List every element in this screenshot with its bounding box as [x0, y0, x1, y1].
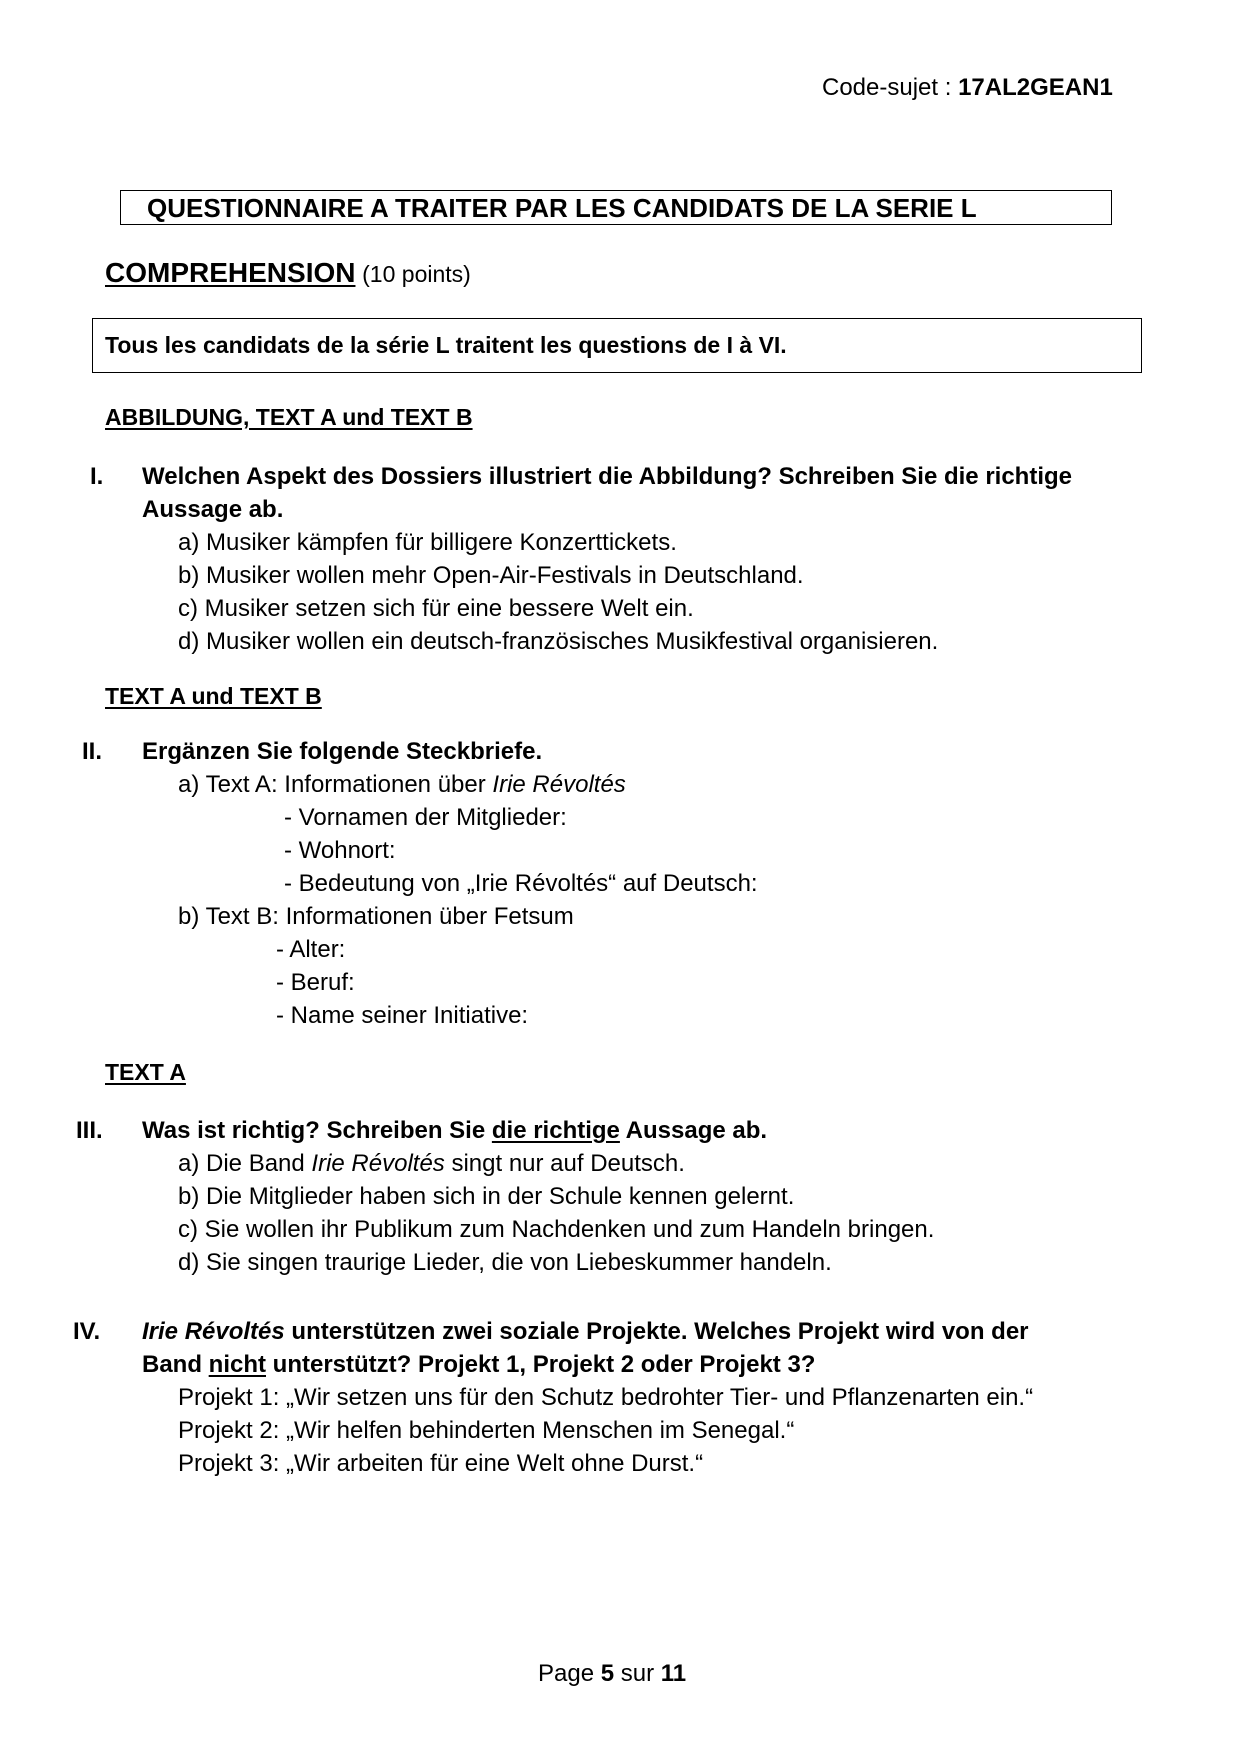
- q3-option-a: [178, 1147, 685, 1180]
- q3-option-a-band: Irie Révoltés: [311, 1150, 445, 1177]
- q1-prompt-line1: Welchen Aspekt des Dossiers illustriert die Abbildung? Schreiben Sie die richtige: [142, 463, 1072, 490]
- q4-number: IV.: [73, 1318, 101, 1345]
- q3-option-a-post: singt nur auf Deutsch.: [444, 1150, 685, 1177]
- page-footer: [538, 1660, 686, 1688]
- q3-option-d: d) Sie singen traurige Lieder, die von Liebeskummer handeln.: [178, 1249, 832, 1276]
- notice-text: Tous les candidats de la série L traitent les questions de I à VI.: [105, 332, 787, 358]
- q4-project-2: Projekt 2: „Wir helfen behinderten Menschen im Senegal.“: [178, 1417, 795, 1444]
- code-sujet: [822, 74, 1113, 102]
- q4-project-3: Projekt 3: „Wir arbeiten für eine Welt ohne Durst.“: [178, 1450, 704, 1477]
- q4-prompt-line1: [142, 1315, 1029, 1348]
- q2-prompt: Ergänzen Sie folgende Steckbriefe.: [142, 738, 543, 765]
- q4-line1-post: unterstützen zwei soziale Projekte. Welches Projekt wird von der: [284, 1318, 1029, 1345]
- q2-a-band: Irie Révoltés: [492, 771, 626, 798]
- section-heading-2: TEXT A und TEXT B: [105, 683, 322, 709]
- q2-a-item-2: - Wohnort:: [284, 837, 396, 864]
- comprehension-heading: [105, 257, 471, 289]
- q3-prompt-pre: Was ist richtig? Schreiben Sie: [142, 1117, 492, 1144]
- q3-option-c: c) Sie wollen ihr Publikum zum Nachdenken und zum Handeln bringen.: [178, 1216, 935, 1243]
- title-box: [120, 190, 1112, 225]
- footer-page-number: 5: [600, 1660, 615, 1687]
- footer-sur: sur: [614, 1660, 661, 1687]
- q4-line2-post: unterstützt? Projekt 1, Projekt 2 oder Projekt 3?: [266, 1351, 816, 1378]
- q2-b-item-1: - Alter:: [276, 936, 346, 963]
- page-title: QUESTIONNAIRE A TRAITER PAR LES CANDIDATS DE LA SERIE L: [147, 193, 977, 223]
- q1-option-d: d) Musiker wollen ein deutsch-französisches Musikfestival organisieren.: [178, 628, 939, 655]
- code-label: Code-sujet :: [822, 74, 952, 101]
- section-heading-3: TEXT A: [105, 1059, 186, 1085]
- footer-page-total: 11: [660, 1660, 687, 1687]
- q3-prompt-underlined: die richtige: [491, 1117, 620, 1144]
- notice-box: [92, 318, 1142, 373]
- q4-band: Irie Révoltés: [142, 1318, 285, 1345]
- comprehension-points: (10 points): [362, 261, 471, 287]
- q2-a-label: [178, 768, 626, 801]
- footer-page-label: Page: [538, 1660, 601, 1687]
- q4-line2-underlined: nicht: [208, 1351, 266, 1378]
- q4-project-1: Projekt 1: „Wir setzen uns für den Schutz bedrohter Tier- und Pflanzenarten ein.“: [178, 1384, 1034, 1411]
- q2-b-item-2: - Beruf:: [276, 969, 355, 996]
- q3-option-b: b) Die Mitglieder haben sich in der Schule kennen gelernt.: [178, 1183, 795, 1210]
- q4-line2-pre: Band: [142, 1351, 209, 1378]
- q2-a-item-3: - Bedeutung von „Irie Révoltés“ auf Deutsch:: [284, 870, 758, 897]
- q2-a-label-text: a) Text A: Informationen über: [178, 771, 493, 798]
- q1-option-b: b) Musiker wollen mehr Open-Air-Festivals in Deutschland.: [178, 562, 804, 589]
- q2-number: II.: [82, 738, 103, 765]
- q1-option-a: a) Musiker kämpfen für billigere Konzerttickets.: [178, 529, 677, 556]
- q2-a-item-1: - Vornamen der Mitglieder:: [284, 804, 567, 831]
- q3-prompt-post: Aussage ab.: [619, 1117, 768, 1144]
- q1-prompt-line2: Aussage ab.: [142, 496, 284, 523]
- section-heading-1: ABBILDUNG, TEXT A und TEXT B: [105, 404, 473, 430]
- q3-option-a-pre: a) Die Band: [178, 1150, 312, 1177]
- q2-b-item-3: - Name seiner Initiative:: [276, 1002, 529, 1029]
- q3-number: III.: [76, 1117, 103, 1144]
- q4-prompt-line2: [142, 1348, 815, 1381]
- q1-option-c: c) Musiker setzen sich für eine bessere Welt ein.: [178, 595, 694, 622]
- code-value: 17AL2GEAN1: [958, 74, 1113, 101]
- q1-number: I.: [90, 463, 104, 490]
- q2-b-label: b) Text B: Informationen über Fetsum: [178, 903, 574, 930]
- q3-prompt: [142, 1114, 767, 1147]
- comprehension-title: COMPREHENSION: [105, 257, 356, 288]
